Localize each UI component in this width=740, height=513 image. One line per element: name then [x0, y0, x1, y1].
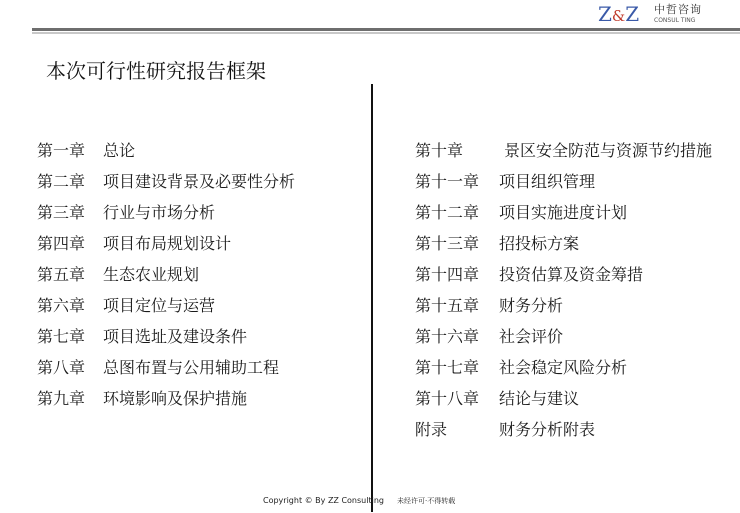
chapter-title: 社会稳定风险分析	[499, 358, 628, 377]
chapter-title: 生态农业规划	[103, 265, 200, 284]
chapter-title: 项目布局规划设计	[103, 234, 232, 253]
chapter-title: 项目建设背景及必要性分析	[103, 172, 296, 191]
chapter-number: 第十章	[415, 141, 464, 160]
reprint-notice: 未经许可·不得转载	[397, 497, 456, 505]
chapter-title: 财务分析附表	[499, 420, 596, 439]
chapter-title: 结论与建议	[499, 389, 580, 408]
chapter-title: 财务分析	[499, 296, 564, 315]
chapter-title: 景区安全防范与资源节约措施	[504, 141, 713, 160]
header-rule-dark	[32, 28, 740, 31]
logo-mark-right: Z	[625, 2, 640, 26]
chapter-number: 第十六章	[415, 327, 480, 346]
chapter-title: 招投标方案	[499, 234, 580, 253]
logo-mark-amp: &	[611, 7, 626, 25]
chapter-number: 第十二章	[415, 203, 480, 222]
chapter-number: 第十七章	[415, 358, 480, 377]
chapter-number: 第九章	[37, 389, 86, 408]
chapter-title: 投资估算及资金筹措	[499, 265, 644, 284]
page-title: 本次可行性研究报告框架	[46, 59, 266, 83]
chapter-number: 第十四章	[415, 265, 480, 284]
logo-mark	[598, 2, 639, 28]
chapter-title: 行业与市场分析	[103, 203, 216, 222]
chapter-title: 社会评价	[499, 327, 564, 346]
chapter-title: 项目实施进度计划	[499, 203, 628, 222]
chapter-number: 第六章	[37, 296, 86, 315]
chapter-number: 第四章	[37, 234, 86, 253]
chapter-title: 环境影响及保护措施	[103, 389, 248, 408]
chapter-title: 总图布置与公用辅助工程	[103, 358, 280, 377]
chapter-number: 第七章	[37, 327, 86, 346]
column-divider	[371, 84, 373, 512]
chapter-number: 第十三章	[415, 234, 480, 253]
logo-mark-left: Z	[598, 2, 612, 26]
chapter-number: 附录	[415, 420, 448, 439]
logo-english-name: CONSUL TING	[654, 17, 696, 24]
chapter-number: 第十一章	[415, 172, 480, 191]
chapter-title: 项目选址及建设条件	[103, 327, 248, 346]
chapter-title: 项目定位与运营	[103, 296, 216, 315]
header-rule-light	[32, 32, 740, 34]
chapter-title: 项目组织管理	[499, 172, 596, 191]
logo-chinese-name: 中哲咨询	[654, 3, 702, 16]
copyright-notice: Copyright © By ZZ Consulting	[263, 496, 384, 505]
chapter-number: 第十八章	[415, 389, 480, 408]
chapter-number: 第二章	[37, 172, 86, 191]
chapter-number: 第十五章	[415, 296, 480, 315]
chapter-number: 第三章	[37, 203, 86, 222]
chapter-number: 第五章	[37, 265, 86, 284]
chapter-number: 第八章	[37, 358, 86, 377]
chapter-title: 总论	[103, 141, 136, 160]
chapter-number: 第一章	[37, 141, 86, 160]
